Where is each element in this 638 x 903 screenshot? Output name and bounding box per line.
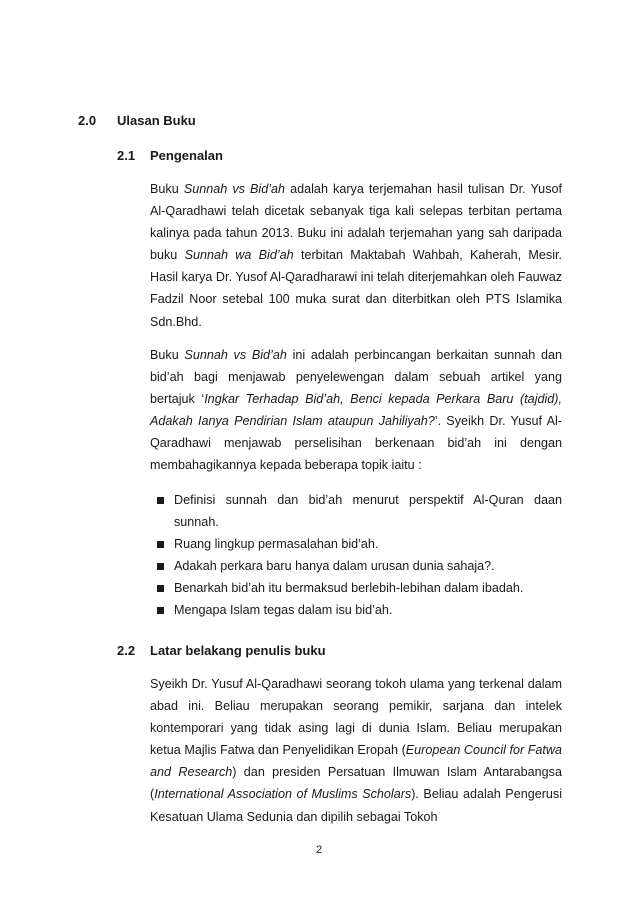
text-run: Syeikh Dr. Yusuf Al-Qaradhawi seorang tokoh ulama yang terkenal dalam abad ini. Beliau merupakan seorang pemikir, sarjana dan intelek kontemporari yang tidak asing lagi di dunia Islam. Beliau merupakan ketua Majlis Fatwa dan Penyelidikan Eropah ( xyxy=(150,677,562,758)
bullet-square-icon xyxy=(157,563,164,570)
organization-name: International Association of Muslims Scholars xyxy=(154,787,412,802)
paragraph-author xyxy=(150,673,562,828)
list-item xyxy=(157,555,562,577)
text-run: Buku xyxy=(150,348,185,362)
paragraph-intro-2 xyxy=(150,344,562,477)
subsection-number-2: 2.2 xyxy=(117,643,136,658)
list-item xyxy=(157,599,562,621)
list-item-text: Mengapa Islam tegas dalam isu bid’ah. xyxy=(174,603,393,618)
bullet-square-icon xyxy=(157,497,164,504)
book-title: Sunnah vs Bid’ah xyxy=(184,348,287,362)
subsection-number-1: 2.1 xyxy=(117,148,136,163)
list-item xyxy=(157,533,562,555)
text-run: ini adalah perbincangan berkaitan sunnah dan bid’ah bagi menjawab penyelewengan dalam sebuah artikel yang bertajuk ‘ xyxy=(150,348,562,407)
subsection-title-2: Latar belakang penulis buku xyxy=(150,643,326,658)
section-number: 2.0 xyxy=(78,113,97,128)
paragraph-intro-1 xyxy=(150,178,562,333)
article-title: Ingkar Terhadap Bid’ah, Benci kepada Perkara Baru (tajdid), Adakah Ianya Pendirian Islam ataupun Jahiliyah? xyxy=(150,392,562,429)
list-item-text: Definisi sunnah dan bid’ah menurut perspektif Al-Quran daan sunnah. xyxy=(174,493,562,530)
list-item-text: Benarkah bid’ah itu bermaksud berlebih-lebihan dalam ibadah. xyxy=(174,581,524,596)
list-item-text: Adakah perkara baru hanya dalam urusan dunia sahaja?. xyxy=(174,559,495,574)
text-run: ). Beliau adalah Pengerusi Kesatuan Ulama Sedunia dan dipilih sebagai Tokoh xyxy=(150,787,563,824)
text-run: terbitan Maktabah Wahbah, Kaherah, Mesir. Hasil karya Dr. Yusof Al-Qaradharawi ini telah diterjemahkan oleh Fauwaz Fadzil Noor setebal 100 muka surat dan diterbitkan oleh PTS Islamika Sdn.Bhd. xyxy=(150,248,562,329)
text-run: adalah karya terjemahan hasil tulisan Dr. Yusof Al-Qaradhawi telah dicetak sebanyak tiga kali selepas terbitan pertama kalinya pada tahun 2013. Buku ini adalah terjemahan yang sah daripada buku xyxy=(150,182,562,263)
page-number: 2 xyxy=(315,844,323,856)
organization-name: European Council for Fatwa and Research xyxy=(150,743,562,780)
topic-list xyxy=(157,489,562,622)
book-title: Sunnah vs Bid’ah xyxy=(183,182,286,196)
section-title: Ulasan Buku xyxy=(117,113,196,128)
book-title-original: Sunnah wa Bid’ah xyxy=(184,248,294,263)
list-item-text: Ruang lingkup permasalahan bid’ah. xyxy=(174,537,379,552)
text-run: ) dan presiden Persatuan Ilmuwan Islam Antarabangsa ( xyxy=(150,765,562,802)
subsection-title-1: Pengenalan xyxy=(150,148,223,163)
list-item xyxy=(157,489,562,533)
list-item xyxy=(157,577,562,599)
bullet-square-icon xyxy=(157,541,164,548)
bullet-square-icon xyxy=(157,585,164,592)
bullet-square-icon xyxy=(157,607,164,614)
text-run: ’. Syeikh Dr. Yusuf Al-Qaradhawi menjawab perselisihan berkenaan bid’ah ini dengan membahagikannya kepada beberapa topik iaitu : xyxy=(150,414,562,473)
text-run: Buku xyxy=(150,182,184,196)
